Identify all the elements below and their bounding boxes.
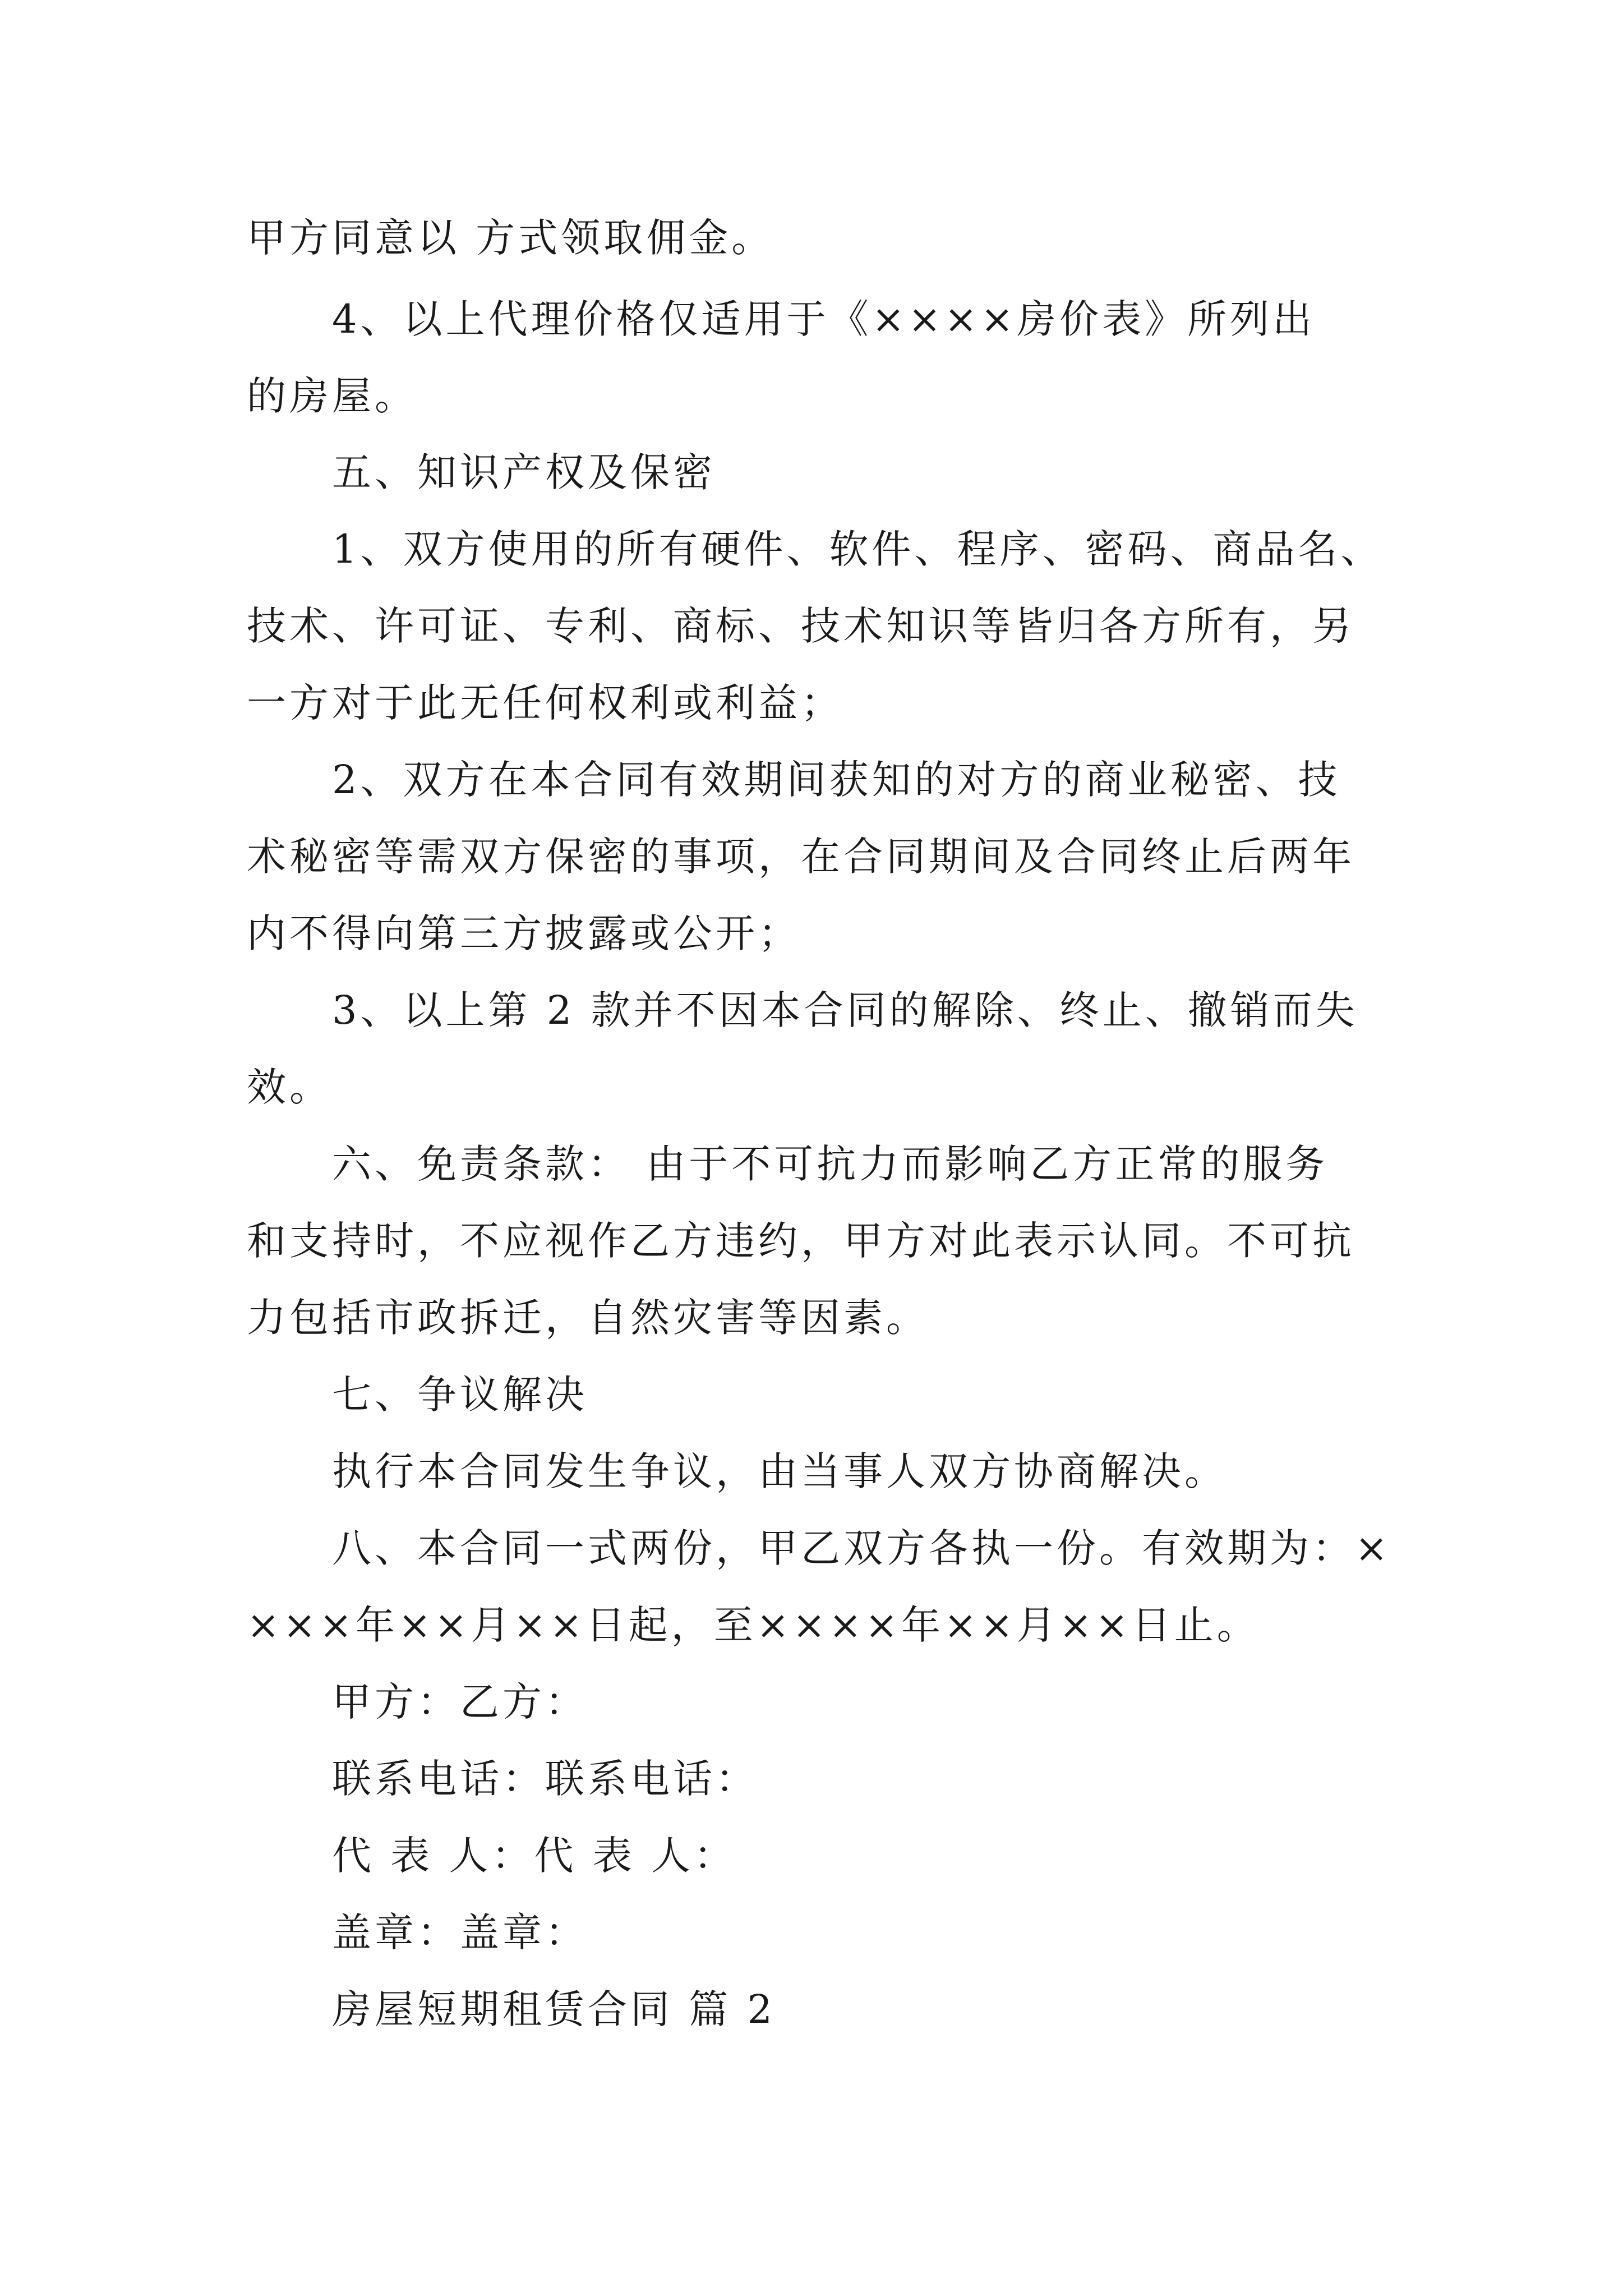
text-line: 3、以上第 2 款并不因本合同的解除、终止、撤销而失 [332,987,1358,1033]
text-line: 4、以上代理价格仅适用于《××××房价表》所列出 [332,296,1316,342]
text-line: 执行本合同发生争议，由当事人双方协商解决。 [332,1448,1227,1494]
signature-line: 联系电话：联系电话： [332,1756,758,1802]
text-line: 内不得向第三方披露或公开； [247,910,801,956]
text-line: ×××年××月××日起，至××××年××月××日止。 [247,1602,1260,1648]
text-line: 甲方同意以 方式领取佣金。 [247,215,774,261]
text-line: 力包括市政拆迁，自然灾害等因素。 [247,1295,929,1341]
text-line: 的房屋。 [247,373,417,419]
signature-line: 盖章：盖章： [332,1910,588,1955]
text-line: 效。 [247,1064,332,1110]
signature-line: 代 表 人：代 表 人： [332,1833,737,1879]
document-title: 房屋短期租赁合同 篇 2 [332,1986,776,2032]
signature-line: 甲方：乙方： [332,1679,588,1725]
text-line: 技术、许可证、专利、商标、技术知识等皆归各方所有，另 [247,603,1355,649]
text-line: 一方对于此无任何权利或利益； [247,680,843,726]
text-line: 2、双方在本合同有效期间获知的对方的商业秘密、技 [332,757,1341,803]
section-heading: 六、免责条款： 由于不可抗力而影响乙方正常的服务 [332,1141,1329,1187]
section-heading: 八、本合同一式两份，甲乙双方各执一份。有效期为：× [332,1525,1391,1571]
section-heading: 七、争议解决 [332,1372,588,1418]
section-heading: 五、知识产权及保密 [332,449,716,495]
text-line: 术秘密等需双方保密的事项，在合同期间及合同终止后两年 [247,834,1355,880]
text-line: 1、双方使用的所有硬件、软件、程序、密码、商品名、 [332,526,1384,572]
text-line: 和支持时，不应视作乙方违约，甲方对此表示认同。不可抗 [247,1218,1355,1264]
